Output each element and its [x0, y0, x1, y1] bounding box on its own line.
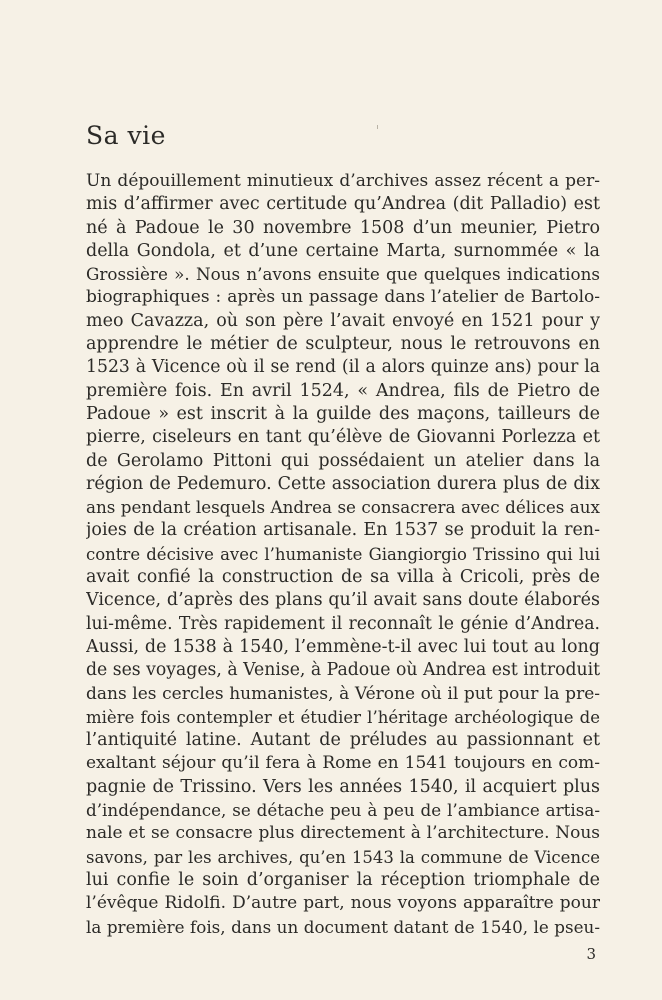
text-line: exaltant séjour qu’il fera à Rome en 1541 toujours en com-: [86, 753, 600, 774]
body-paragraph: [86, 170, 600, 939]
text-line: contre décisive avec l’humaniste Giangiorgio Trissino qui lui: [86, 544, 600, 564]
text-line: Un dépouillement minutieux d’archives assez récent a per-: [86, 171, 600, 191]
text-line: apprendre le métier de sculpteur, nous le retrouvons en: [86, 334, 600, 355]
text-line: meo Cavazza, où son père l’avait envoyé en 1521 pour y: [86, 310, 600, 331]
paper-speck: [377, 125, 378, 129]
page-number: 3: [586, 945, 596, 963]
section-heading: Sa vie: [86, 121, 166, 150]
text-line: ans pendant lesquels Andrea se consacrera avec délices aux: [86, 497, 600, 518]
text-line: pierre, ciseleurs en tant qu’élève de Giovanni Porlezza et: [86, 427, 600, 448]
text-line: de Gerolamo Pittoni qui possédaient un atelier dans la: [86, 450, 600, 471]
text-line: région de Pedemuro. Cette association durera plus de dix: [86, 473, 600, 494]
text-line: première fois. En avril 1524, « Andrea, fils de Pietro de: [86, 380, 600, 401]
text-line: né à Padoue le 30 novembre 1508 d’un meunier, Pietro: [86, 217, 600, 238]
text-line: d’indépendance, se détache peu à peu de l’ambiance artisa-: [86, 800, 600, 821]
text-line: l’évêque Ridolfi. D’autre part, nous voyons apparaître pour: [86, 893, 600, 914]
text-line: Aussi, de 1538 à 1540, l’emmène-t-il avec lui tout au long: [86, 636, 600, 657]
text-line: la première fois, dans un document datant de 1540, le pseu-: [86, 916, 600, 937]
text-line: Vicence, d’après des plans qu’il avait sans doute élaborés: [86, 590, 600, 611]
text-line: Grossière ». Nous n’avons ensuite que quelques indications: [86, 264, 600, 285]
text-line: mière fois contempler et étudier l’héritage archéologique de: [86, 707, 600, 727]
text-line: savons, par les archives, qu’en 1543 la commune de Vicence: [86, 847, 600, 867]
text-line: l’antiquité latine. Autant de préludes au passionnant et: [86, 730, 600, 751]
text-line: biographiques : après un passage dans l’atelier de Bartolo-: [86, 287, 600, 308]
text-line: pagnie de Trissino. Vers les années 1540, il acquiert plus: [86, 776, 600, 797]
text-line: joies de la création artisanale. En 1537 se produit la ren-: [86, 520, 600, 541]
text-line: della Gondola, et d’une certaine Marta, surnommée « la: [86, 240, 600, 261]
text-line: Padoue » est inscrit à la guilde des maçons, tailleurs de: [86, 403, 600, 424]
text-line: nale et se consacre plus directement à l’architecture. Nous: [86, 823, 600, 844]
text-line: lui confie le soin d’organiser la réception triomphale de: [86, 869, 600, 890]
text-line: dans les cercles humanistes, à Vérone où il put pour la pre-: [86, 683, 600, 704]
text-line: mis d’affirmer avec certitude qu’Andrea (dit Palladio) est: [86, 194, 600, 215]
text-line: avait confié la construction de sa villa à Cricoli, près de: [86, 567, 600, 588]
text-line: lui-même. Très rapidement il reconnaît le génie d’Andrea.: [86, 613, 600, 634]
text-line: 1523 à Vicence où il se rend (il a alors quinze ans) pour la: [86, 357, 600, 378]
text-line: de ses voyages, à Venise, à Padoue où Andrea est introduit: [86, 660, 600, 681]
